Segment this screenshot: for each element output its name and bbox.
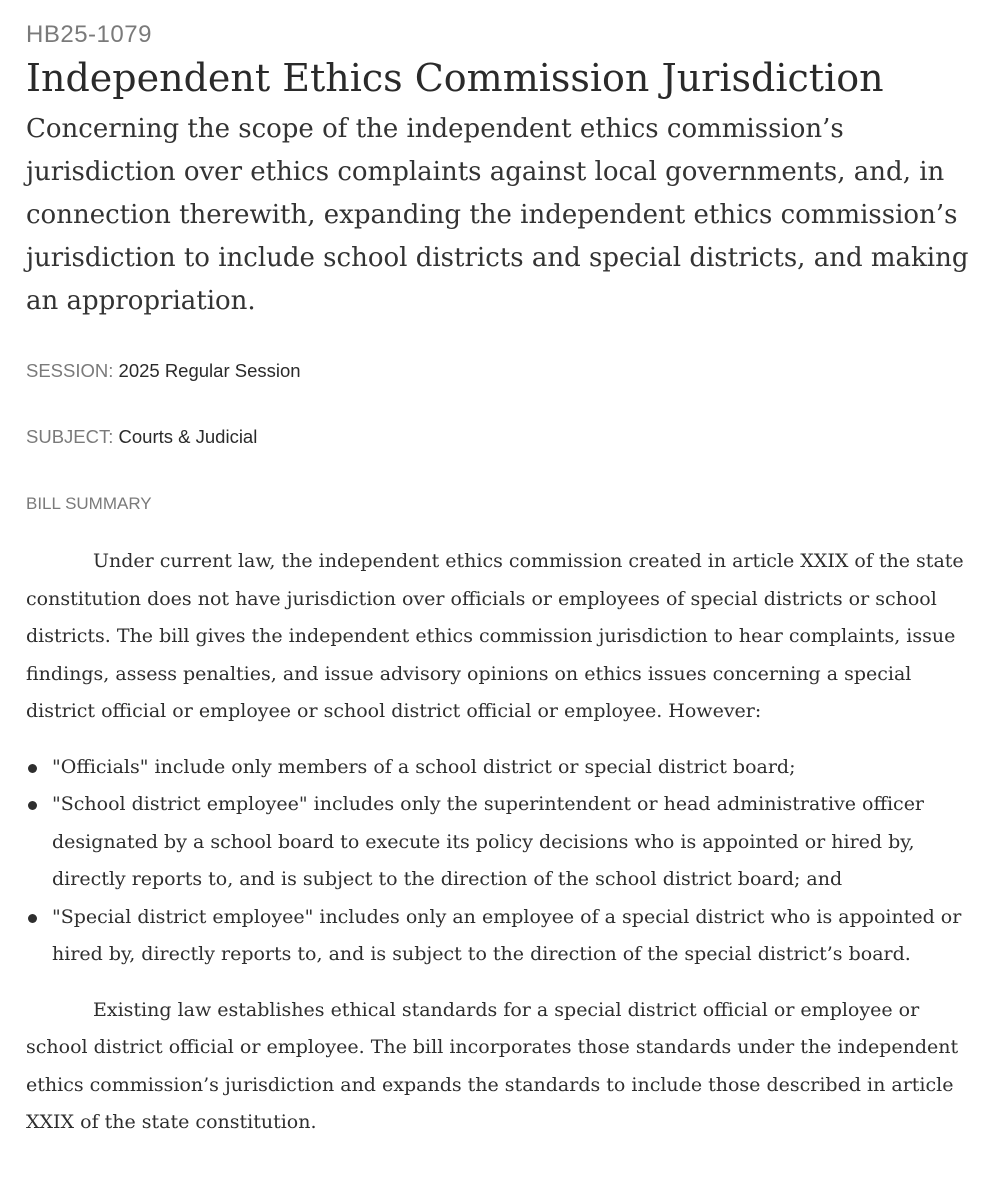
subject-row [26, 425, 976, 449]
list-item-text: "School district employee" includes only the superintendent or head administrative officer designated by a school board to execute its policy decisions who is appointed or hired by, directly reports to, and is subject to the direction of the school district board; and [52, 793, 925, 890]
list-item-text: "Special district employee" includes only an employee of a special district who is appointed or hired by, directly reports to, and is subject to the direction of the special district’s board. [52, 905, 962, 965]
bullet-icon [28, 764, 37, 773]
bullet-icon [28, 801, 37, 810]
bullet-icon [28, 914, 37, 923]
subject-label: SUBJECT: [26, 426, 114, 447]
bill-page [26, 20, 976, 1142]
session-value: 2025 Regular Session [118, 360, 301, 381]
session-label: SESSION: [26, 360, 114, 381]
bill-summary-body [26, 543, 976, 1142]
list-item [26, 899, 976, 974]
summary-paragraph: Under current law, the independent ethics commission created in article XXIX of the state constitution does not have jurisdiction over officials or employees of special districts or school districts. The bill gives the independent ethics commission jurisdiction to hear complaints, issue findings, assess penalties, and issue advisory opinions on ethics issues concerning a special district official or employee or school district official or employee. However: [26, 550, 964, 722]
bill-description: Concerning the scope of the independent ethics commission’s jurisdiction over ethics complaints against local governments, and, in connection therewith, expanding the independent ethics commission’s jurisdiction to include school districts and special districts, and making an appropriation. [26, 114, 969, 316]
session-row [26, 359, 976, 383]
subject-value: Courts & Judicial [118, 426, 258, 447]
bill-summary-heading: BILL SUMMARY [26, 494, 152, 513]
list-item [26, 786, 976, 899]
list-item [26, 749, 976, 787]
summary-paragraph: Existing law establishes ethical standards for a special district official or employee or school district official or employee. The bill incorporates those standards under the independent ethics commission’s jurisdiction and expands the standards to include those described in article XXIX of the state constitution. [26, 998, 959, 1133]
bill-title: Independent Ethics Commission Jurisdiction [26, 56, 884, 100]
list-item-text: "Officials" include only members of a school district or special district board; [52, 755, 796, 778]
bill-number: HB25-1079 [26, 21, 152, 48]
summary-bullet-list [26, 749, 976, 974]
